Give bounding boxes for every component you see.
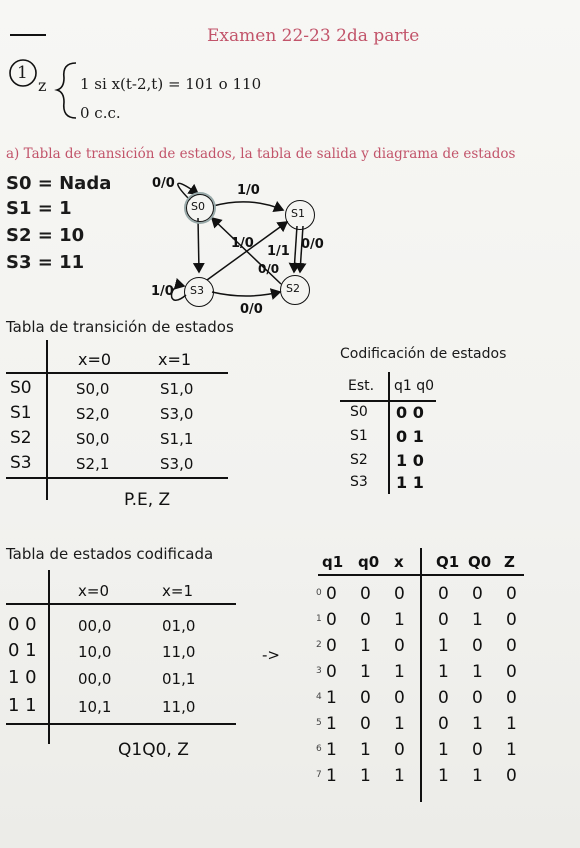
- state-meaning-s1: S1 = 1: [6, 198, 72, 219]
- coded-table-bottom-line: [6, 723, 236, 725]
- state-node-label: S0: [191, 200, 205, 213]
- coded-cell: 01,1: [162, 670, 196, 688]
- transition-state-s3: S3: [10, 453, 32, 473]
- transition-header-x0: x=0: [78, 350, 112, 369]
- state-meaning-s3: S3 = 11: [6, 252, 85, 273]
- state-node-label: S2: [286, 282, 300, 295]
- edge-label-s0-self: 0/0: [152, 176, 175, 191]
- coded-cell: 10,0: [78, 643, 112, 661]
- transition-cell: S3,0: [160, 405, 194, 423]
- encoding-header-state: Est.: [348, 378, 375, 394]
- transition-table-bottom-line: [6, 477, 228, 479]
- truth-input-cell: 1: [394, 714, 405, 734]
- truth-output-cell: 0: [472, 636, 483, 656]
- part-a-heading: a) Tabla de transición de estados, la tabla de salida y diagrama de estados: [6, 146, 516, 162]
- truth-output-cell: 0: [472, 740, 483, 760]
- truth-header-Q1: Q1: [436, 553, 460, 571]
- transition-table-hline: [6, 372, 228, 374]
- transition-state-s1: S1: [10, 403, 32, 423]
- truth-row-index: 4: [316, 692, 322, 702]
- coded-header-x1: x=1: [162, 582, 193, 600]
- coded-row-state: 1 1: [8, 695, 37, 716]
- transition-table-title: Tabla de transición de estados: [6, 318, 234, 336]
- encoding-table-hline: [340, 400, 436, 402]
- state-node-label: S3: [190, 284, 204, 297]
- truth-input-cell: 1: [394, 610, 405, 630]
- truth-input-cell: 0: [360, 584, 371, 604]
- coded-cell: 01,0: [162, 617, 196, 635]
- state-node-s3: [184, 277, 214, 307]
- truth-output-cell: 0: [438, 688, 449, 708]
- transition-table-vline: [46, 340, 48, 500]
- edge-label-s3-s2: 0/0: [240, 302, 263, 317]
- page-title: Examen 22-23 2da parte: [207, 26, 420, 46]
- truth-row-index: 6: [316, 744, 322, 754]
- truth-input-cell: 0: [394, 584, 405, 604]
- coded-row-state: 1 0: [8, 667, 37, 688]
- truth-header-Q0: Q0: [468, 553, 492, 571]
- truth-input-cell: 0: [394, 740, 405, 760]
- truth-input-cell: 1: [326, 714, 337, 734]
- transition-cell: S2,1: [76, 455, 110, 473]
- truth-output-cell: 1: [472, 714, 483, 734]
- truth-row-index: 7: [316, 770, 322, 780]
- edge-label-s0-s1: 1/0: [237, 183, 260, 198]
- truth-row-index: 0: [316, 588, 322, 598]
- truth-output-cell: 1: [438, 766, 449, 786]
- truth-input-cell: 1: [326, 740, 337, 760]
- truth-input-cell: 1: [360, 740, 371, 760]
- truth-input-cell: 1: [326, 688, 337, 708]
- truth-input-cell: 1: [394, 766, 405, 786]
- coded-row-state: 0 0: [8, 614, 37, 635]
- truth-output-cell: 1: [506, 714, 517, 734]
- encoding-bits: 1 0: [396, 451, 424, 470]
- coded-cell: 00,0: [78, 670, 112, 688]
- edge-label-s1-s2: 0/0: [301, 237, 324, 252]
- encoding-state: S1: [350, 428, 368, 444]
- encoding-state: S3: [350, 474, 368, 490]
- transition-state-s0: S0: [10, 378, 32, 398]
- encoding-bits: 0 0: [396, 403, 424, 422]
- truth-output-cell: 1: [472, 662, 483, 682]
- truth-input-cell: 0: [326, 662, 337, 682]
- transition-cell: S2,0: [76, 405, 110, 423]
- truth-output-cell: 0: [472, 688, 483, 708]
- truth-input-cell: 0: [394, 636, 405, 656]
- encoding-state: S2: [350, 452, 368, 468]
- state-node-label: S1: [291, 207, 305, 220]
- transition-cell: S0,0: [76, 380, 110, 398]
- truth-output-cell: 1: [472, 610, 483, 630]
- state-node-s2: [280, 275, 310, 305]
- truth-output-cell: 0: [438, 610, 449, 630]
- state-meaning-s2: S2 = 10: [6, 225, 85, 246]
- transition-cell: S1,1: [160, 430, 194, 448]
- encoding-table-vline: [388, 372, 390, 494]
- transition-header-x1: x=1: [158, 350, 192, 369]
- edge-label-s2-s0: 0/0: [258, 262, 280, 276]
- coded-table-hline: [6, 603, 236, 605]
- state-node-s0: [186, 194, 214, 222]
- truth-input-cell: 1: [326, 766, 337, 786]
- truth-output-cell: 0: [506, 610, 517, 630]
- truth-output-cell: 0: [506, 688, 517, 708]
- encoding-state: S0: [350, 404, 368, 420]
- z-variable: z: [38, 76, 47, 95]
- encoding-table-title: Codificación de estados: [340, 346, 507, 362]
- truth-header-q0: q0: [358, 553, 380, 571]
- coded-cell: 11,0: [162, 643, 196, 661]
- truth-output-cell: 1: [506, 740, 517, 760]
- truth-output-cell: 0: [506, 662, 517, 682]
- truth-output-cell: 0: [506, 636, 517, 656]
- truth-header-q1: q1: [322, 553, 344, 571]
- z-case-one: 1 si x(t-2,t) = 101 o 110: [80, 75, 262, 93]
- coded-table-footer: Q1Q0, Z: [118, 740, 189, 760]
- truth-input-cell: 0: [360, 714, 371, 734]
- coded-cell: 10,1: [78, 698, 112, 716]
- truth-output-cell: 0: [438, 714, 449, 734]
- truth-output-cell: 0: [506, 584, 517, 604]
- state-meaning-s0: S0 = Nada: [6, 173, 112, 194]
- truth-output-cell: 0: [438, 584, 449, 604]
- truth-row-index: 5: [316, 718, 322, 728]
- coded-header-x0: x=0: [78, 582, 109, 600]
- coded-table-vline: [48, 570, 50, 744]
- question-number: 1: [17, 63, 28, 83]
- truth-header-Z: Z: [504, 553, 515, 571]
- truth-input-cell: 0: [394, 688, 405, 708]
- truth-input-cell: 1: [394, 662, 405, 682]
- truth-output-cell: 0: [506, 766, 517, 786]
- state-node-s1: [285, 200, 315, 230]
- truth-input-cell: 1: [360, 766, 371, 786]
- arrow-to-truth-table: ->: [262, 646, 280, 664]
- encoding-bits: 1 1: [396, 473, 424, 492]
- transition-state-s2: S2: [10, 428, 32, 448]
- truth-output-cell: 1: [472, 766, 483, 786]
- transition-cell: S1,0: [160, 380, 194, 398]
- coded-cell: 00,0: [78, 617, 112, 635]
- truth-output-cell: 0: [472, 584, 483, 604]
- truth-input-cell: 1: [360, 662, 371, 682]
- truth-row-index: 3: [316, 666, 322, 676]
- encoding-bits: 0 1: [396, 427, 424, 446]
- edge-label-s3-self: 1/0: [151, 284, 174, 299]
- truth-header-x: x: [394, 553, 404, 571]
- coded-table-title: Tabla de estados codificada: [6, 545, 214, 563]
- truth-input-cell: 0: [326, 610, 337, 630]
- truth-output-cell: 1: [438, 636, 449, 656]
- truth-row-index: 1: [316, 614, 322, 624]
- truth-output-cell: 1: [438, 740, 449, 760]
- coded-cell: 11,0: [162, 698, 196, 716]
- edge-label-s2-s1: 1/1: [267, 244, 290, 259]
- truth-row-index: 2: [316, 640, 322, 650]
- transition-cell: S0,0: [76, 430, 110, 448]
- coded-row-state: 0 1: [8, 640, 37, 661]
- encoding-header-bits: q1 q0: [394, 378, 435, 394]
- transition-cell: S3,0: [160, 455, 194, 473]
- edge-label-s0-s3: 1/0: [231, 236, 254, 251]
- z-case-zero: 0 c.c.: [80, 104, 121, 122]
- truth-table-vline: [420, 548, 422, 802]
- transition-table-footer: P.E, Z: [124, 490, 171, 510]
- truth-input-cell: 0: [360, 610, 371, 630]
- truth-input-cell: 0: [326, 584, 337, 604]
- truth-input-cell: 1: [360, 636, 371, 656]
- truth-output-cell: 1: [438, 662, 449, 682]
- truth-input-cell: 0: [360, 688, 371, 708]
- truth-input-cell: 0: [326, 636, 337, 656]
